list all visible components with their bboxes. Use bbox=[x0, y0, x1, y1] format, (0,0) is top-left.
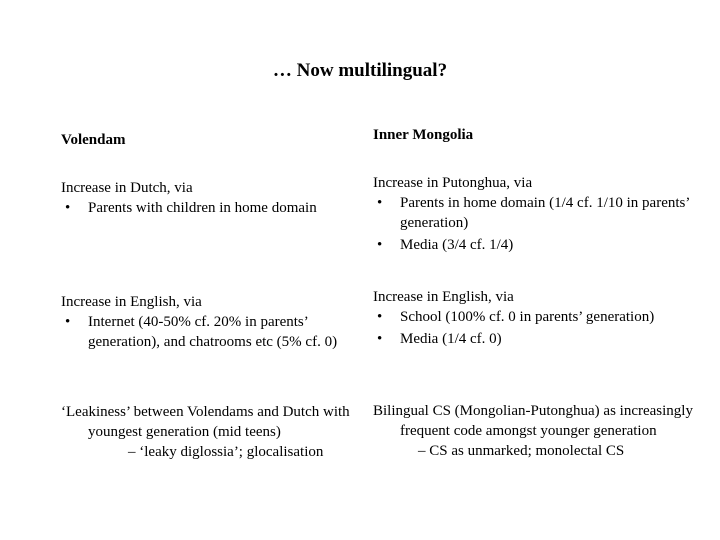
bullet-item: • School (100% cf. 0 in parents’ generation) bbox=[373, 307, 698, 327]
block-lead: Increase in Dutch, via bbox=[61, 180, 193, 196]
bullet-item: • Media (1/4 cf. 0) bbox=[373, 329, 698, 349]
bullet-item: • Internet (40-50% cf. 20% in parents’ generation), and chatrooms etc (5% cf. 0) bbox=[61, 312, 351, 352]
left-block-english bbox=[61, 292, 351, 352]
left-heading: Volendam bbox=[61, 132, 126, 148]
bullet-item: • Parents in home domain (1/4 cf. 1/10 in parents’ generation) bbox=[373, 193, 698, 233]
right-block-putonghua bbox=[373, 173, 698, 255]
right-block-english bbox=[373, 287, 698, 349]
note-subpoint: – CS as unmarked; monolectal CS bbox=[418, 443, 625, 459]
bullet-item: • Media (3/4 cf. 1/4) bbox=[373, 235, 698, 255]
bullet-item: • Parents with children in home domain bbox=[61, 198, 351, 218]
left-block-dutch bbox=[61, 178, 351, 218]
block-lead: Increase in English, via bbox=[373, 289, 514, 305]
note-text: ‘Leakiness’ between Volendams and Dutch with youngest generation (mid teens) bbox=[61, 404, 350, 440]
slide-title: … Now multilingual? bbox=[272, 60, 448, 81]
right-note bbox=[373, 401, 698, 461]
left-note bbox=[61, 402, 351, 462]
block-lead: Increase in Putonghua, via bbox=[373, 175, 533, 191]
note-subpoint: – ‘leaky diglossia’; glocalisation bbox=[128, 444, 324, 460]
right-heading: Inner Mongolia bbox=[373, 127, 474, 143]
note-text: Bilingual CS (Mongolian-Putonghua) as increasingly frequent code amongst younger generation bbox=[373, 403, 693, 439]
block-lead: Increase in English, via bbox=[61, 294, 202, 310]
